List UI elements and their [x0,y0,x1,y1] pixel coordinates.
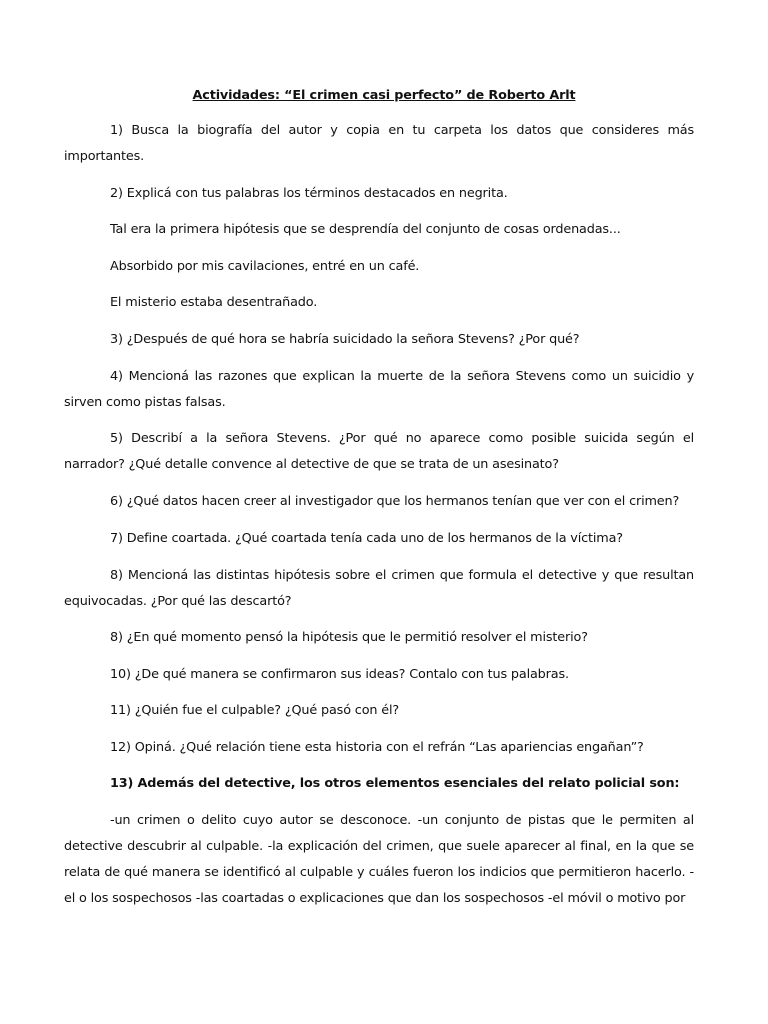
term-2: Absorbido por mis cavilaciones, entré en un café. [110,259,420,274]
document-title: Actividades: “El crimen casi perfecto” de Roberto Arlt [192,88,576,103]
question-1: 1) Busca la biografía del autor y copia en tu carpeta los datos que consideres más importantes. [64,123,694,164]
question-8: 8) Mencioná las distintas hipótesis sobre el crimen que formula el detective y que resultan equivocadas. ¿Por qué las descartó? [64,568,694,609]
question-13: 13) Además del detective, los otros elementos esenciales del relato policial son: [110,776,680,791]
question-5: 5) Describí a la señora Stevens. ¿Por qué no aparece como posible suicida según el narrador? ¿Qué detalle convence al detective de que se trata de un asesinato? [64,431,694,472]
question-6: 6) ¿Qué datos hacen creer al investigador que los hermanos tenían que ver con el crimen? [110,494,680,509]
question-7: 7) Define coartada. ¿Qué coartada tenía cada uno de los hermanos de la víctima? [110,531,623,546]
question-4: 4) Mencioná las razones que explican la muerte de la señora Stevens como un suicidio y sirven como pistas falsas. [64,369,694,410]
question-11: 11) ¿Quién fue el culpable? ¿Qué pasó con él? [110,703,400,718]
question-12: 12) Opiná. ¿Qué relación tiene esta historia con el refrán “Las apariencias engañan”? [110,740,644,755]
question-2: 2) Explicá con tus palabras los términos destacados en negrita. [110,186,508,201]
elements-paragraph: -un crimen o delito cuyo autor se desconoce. -un conjunto de pistas que le permiten al detective descubrir al culpable. -la explicación del crimen, que suele aparecer al final, en la que se relata de qué manera se identificó al culpable y cuáles fueron los indicios que permitieron hacerlo. -el o los sospechosos -las coartadas o explicaciones que dan los sospechosos -el móvil o motivo por [64,813,694,906]
term-3: El misterio estaba desentrañado. [110,295,318,310]
term-1: Tal era la primera hipótesis que se desprendía del conjunto de cosas ordenadas... [110,222,621,237]
question-9: 8) ¿En qué momento pensó la hipótesis que le permitió resolver el misterio? [110,630,588,645]
question-3: 3) ¿Después de qué hora se habría suicidado la señora Stevens? ¿Por qué? [110,332,580,347]
question-10: 10) ¿De qué manera se confirmaron sus ideas? Contalo con tus palabras. [110,667,569,682]
